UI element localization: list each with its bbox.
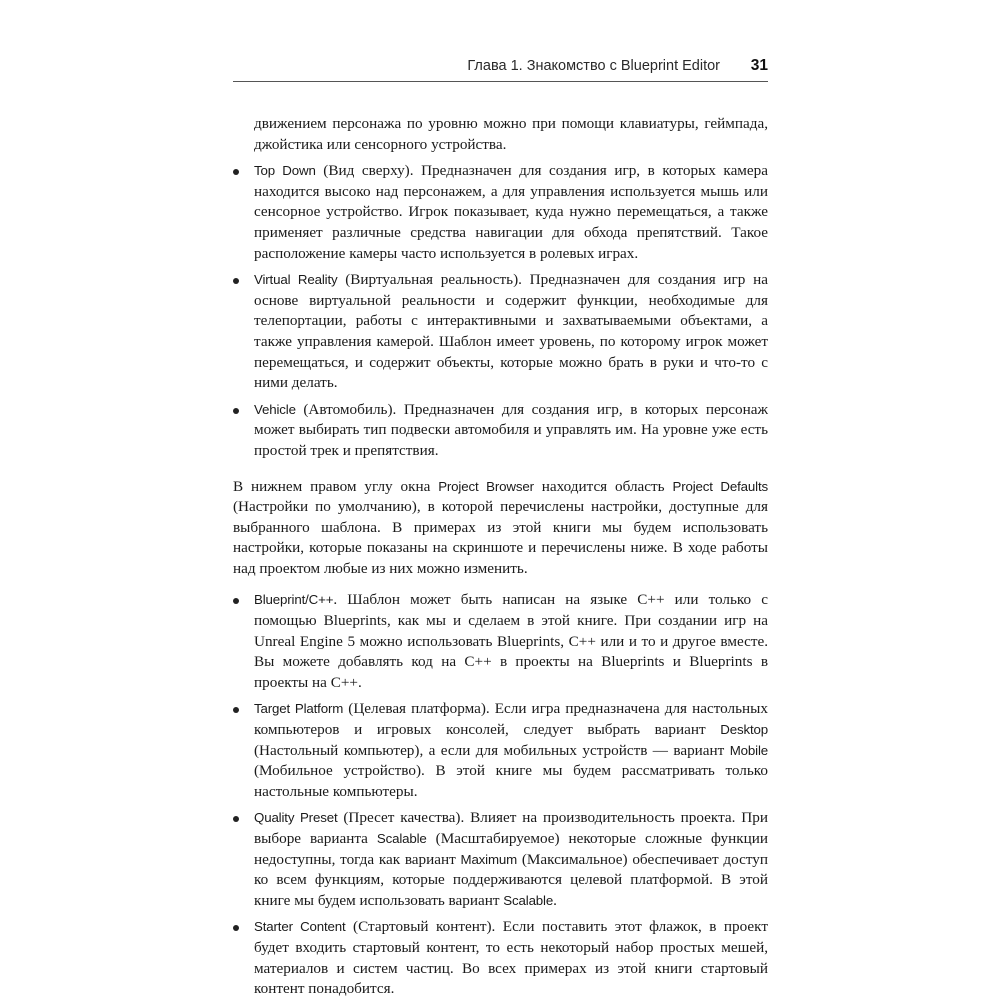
list-item-text	[254, 270, 768, 394]
bullet-icon	[233, 816, 239, 822]
list-item-quality-preset	[233, 808, 768, 911]
option-scalable: Scalable	[503, 892, 554, 908]
term: Top Down	[254, 163, 316, 179]
template-list	[233, 161, 768, 461]
running-header	[233, 58, 768, 80]
description: (Стартовый контент). Если поставить этот флажок, в проект будет входить стартовый контент, то есть некоторый набор простых мешей, материалов и систем частиц. Во всех примерах из этой книги стартовый контент понадобится.	[254, 918, 768, 998]
list-item-text	[254, 590, 768, 693]
term: Quality Preset	[254, 810, 338, 826]
description: (Целевая платформа). Если игра предназначена для настольных компьютеров и игровых консолей, следует выбрать вариант	[254, 700, 768, 739]
header-rule	[233, 81, 768, 82]
chapter-title: Глава 1. Знакомство с Blueprint Editor	[467, 58, 720, 74]
list-item-text	[254, 699, 768, 802]
description: (Настольный компьютер), а если для мобильных устройств — вариант	[254, 741, 730, 759]
list-item-text	[254, 400, 768, 462]
description: .	[553, 891, 557, 909]
option-maximum: Maximum	[460, 851, 518, 867]
bullet-icon	[233, 169, 239, 175]
paragraph-text: В нижнем правом углу окна	[233, 477, 439, 495]
list-item-target-platform	[233, 699, 768, 802]
description: (Мобильное устройство). В этой книге мы будем рассматривать только настольные компьютеры.	[254, 762, 768, 800]
list-item-blueprint-cpp	[233, 590, 768, 693]
project-defaults-paragraph	[233, 477, 768, 580]
settings-list	[233, 590, 768, 999]
term: Target Platform	[254, 701, 344, 717]
page-body	[233, 114, 768, 1000]
description: (Максимальное) обеспечивает доступ ко всем функциям, которые поддерживаются целевой платформой. В этой книге мы будем использовать вариант	[254, 850, 768, 909]
list-item-starter-content	[233, 917, 768, 999]
description: (Виртуальная реальность). Предназначен для создания игр на основе виртуальной реальности и содержит функции, необходимые для телепортации, работы с интерактивными и захватываемыми объектами, а также управления камерой. Шаблон имеет уровень, по которому игрок может перемещаться, и содержит объекты, которые можно брать в руки и что-то с ними делать.	[254, 271, 768, 392]
term: Vehicle	[254, 401, 296, 417]
bullet-icon	[233, 598, 239, 604]
option-mobile: Mobile	[729, 742, 768, 758]
term: Virtual Reality	[254, 272, 338, 288]
description: (Масштабируемое) некоторые сложные функции недоступны, тогда как вариант	[254, 830, 768, 868]
bullet-icon	[233, 925, 239, 931]
list-item-vehicle	[233, 400, 768, 462]
term: Starter Content	[254, 919, 346, 935]
bullet-icon	[233, 707, 239, 713]
bullet-icon	[233, 278, 239, 284]
paragraph-text: (Настройки по умолчанию), в которой перечислены настройки, доступные для выбранного шаблона. В примерах из этой книги мы будем использовать настройки, которые показаны на скриншоте и перечислены ниже. В ходе работы над проектом любые из них можно изменить.	[233, 498, 768, 577]
list-item-virtual-reality	[233, 270, 768, 394]
description: (Пресет качества). Влияет на производительность проекта. При выборе варианта	[254, 809, 768, 847]
description: (Вид сверху). Предназначен для создания игр, в которых камера находится высоко над персонажем, а для управления используется мышь или сенсорное устройство. Игрок показывает, куда нужно перемещаться, а также применяет различные средства навигации для обхода препятствий. Такое расположение камеры часто используется в ролевых играх.	[254, 162, 768, 262]
term-project-defaults: Project Defaults	[672, 478, 768, 494]
list-item-text	[254, 161, 768, 264]
list-item-text	[254, 917, 768, 999]
list-item-top-down	[233, 161, 768, 264]
description: . Шаблон может быть написан на языке C++ или только с помощью Blueprints, как мы и сделаем в этой книге. При создании игр на Unreal Engine 5 можно использовать Blueprints, C++ или и то и другое вместе. Вы можете добавлять код на C++ в проекты на Blueprints и Blueprints в проекты на C++.	[254, 591, 768, 691]
paragraph-text: находится область	[533, 477, 673, 495]
list-item-text	[254, 808, 768, 911]
continuation-text: движением персонажа по уровню можно при помощи клавиатуры, геймпада, джойстика или сенсорного устройства.	[254, 115, 768, 153]
term-project-browser: Project Browser	[438, 478, 534, 494]
option-scalable: Scalable	[376, 831, 427, 846]
description: (Автомобиль). Предназначен для создания игр, в которых персонаж может выбирать тип подвески автомобиля и управлять им. На уровне уже есть простой трек и препятствия.	[254, 400, 768, 459]
page-number: 31	[750, 57, 768, 74]
bullet-icon	[233, 408, 239, 414]
option-desktop: Desktop	[720, 722, 768, 738]
term: Blueprint/C++	[254, 592, 334, 608]
